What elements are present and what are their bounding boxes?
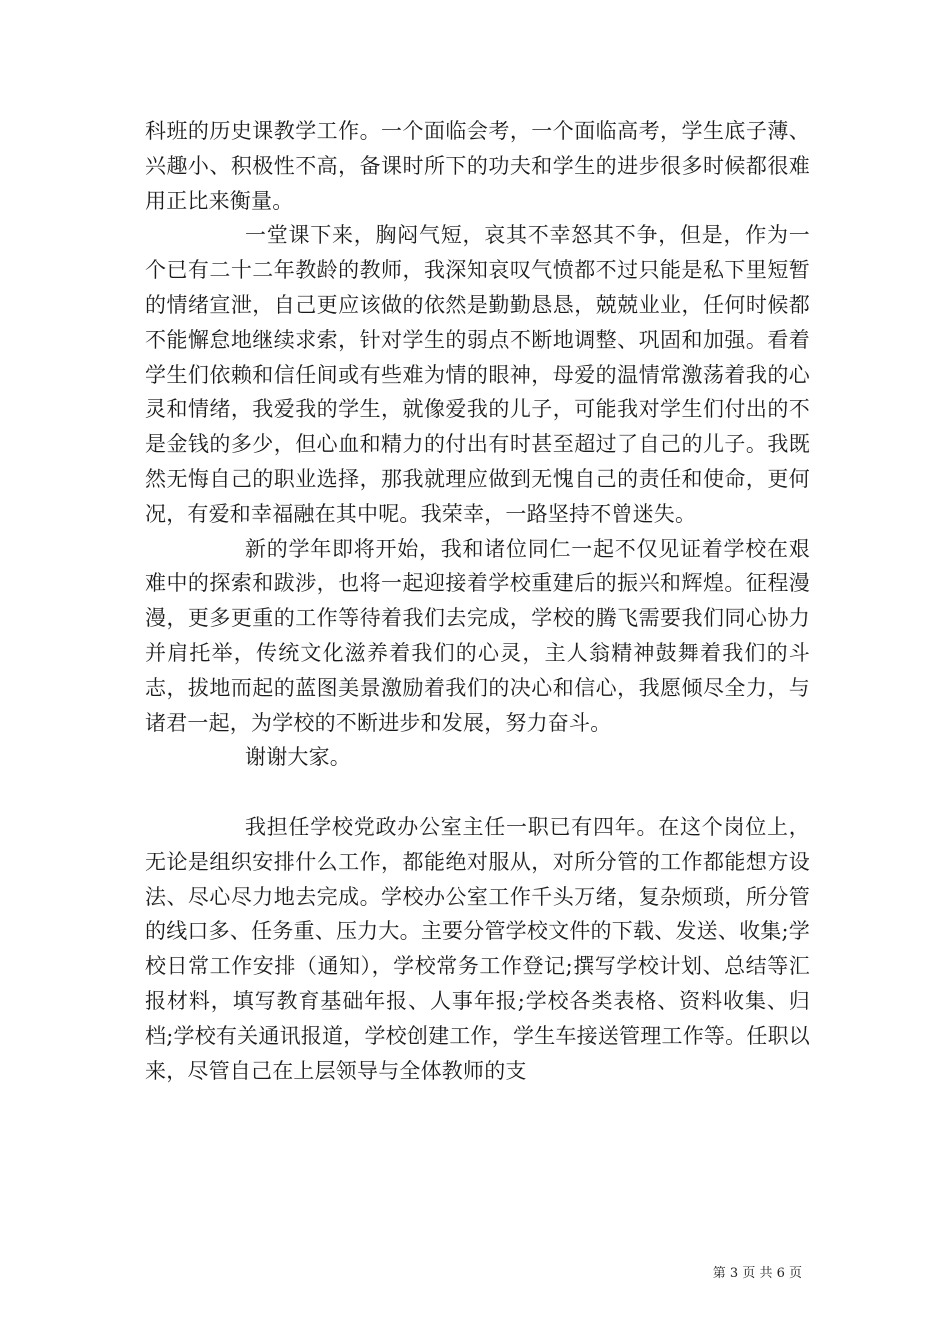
paragraph-gap xyxy=(145,775,810,810)
paragraph-thanks: 谢谢大家。 xyxy=(245,745,351,770)
paragraph-new-school-year: 新的学年即将开始，我和诸位同仁一起不仅见证着学校在艰难中的探索和跋涉，也将一起迎接着学校重建后的振兴和辉煌。征程漫漫，更多更重的工作等待着我们去完成，学校的腾飞需要我们同心协力并肩托举，传统文化滋养着我们的心灵，主人翁精神鼓舞着我们的斗志，拔地而起的蓝图美景激励着我们的决心和信心，我愿倾尽全力，与诸君一起，为学校的不断进步和发展，努力奋斗。 xyxy=(145,536,810,735)
paragraph-teaching-reflection: 一堂课下来，胸闷气短，哀其不幸怒其不争，但是，作为一个已有二十二年教龄的教师，我深知哀叹气愤都不过只能是私下里短暂的情绪宣泄，自己更应该做的依然是勤勤恳恳，兢兢业业，任何时候都不能懈怠地继续求索，针对学生的弱点不断地调整、巩固和加强。看着学生们依赖和信任间或有些难为情的眼神，母爱的温情常激荡着我的心灵和情绪，我爱我的学生，就像爱我的儿子，可能我对学生们付出的不是金钱的多少，但心血和精力的付出有时甚至超过了自己的儿子。我既然无悔自己的职业选择，那我就理应做到无愧自己的责任和使命，更何况，有爱和幸福融在其中呢。我荣幸，一路坚持不曾迷失。 xyxy=(145,223,810,526)
paragraph-office-director: 我担任学校党政办公室主任一职已有四年。在这个岗位上，无论是组织安排什么工作，都能绝对服从，对所分管的工作都能想方设法、尽心尽力地去完成。学校办公室工作千头万绪，复杂烦琐，所分管的线口多、任务重、压力大。主要分管学校文件的下载、发送、收集;学校日常工作安排（通知），学校常务工作登记;撰写学校计划、总结等汇报材料，填写教育基础年报、人事年报;学校各类表格、资料收集、归档;学校有关通讯报道，学校创建工作，学生车接送管理工作等。任职以来，尽管自己在上层领导与全体教师的支 xyxy=(145,814,810,1083)
paragraph-continuation: 科班的历史课教学工作。一个面临会考，一个面临高考，学生底子薄、兴趣小、积极性不高，备课时所下的功夫和学生的进步很多时候都很难用正比来衡量。 xyxy=(145,119,810,213)
document-body xyxy=(145,114,810,1088)
page-number: 第 3 页 共 6 页 xyxy=(712,1266,802,1281)
